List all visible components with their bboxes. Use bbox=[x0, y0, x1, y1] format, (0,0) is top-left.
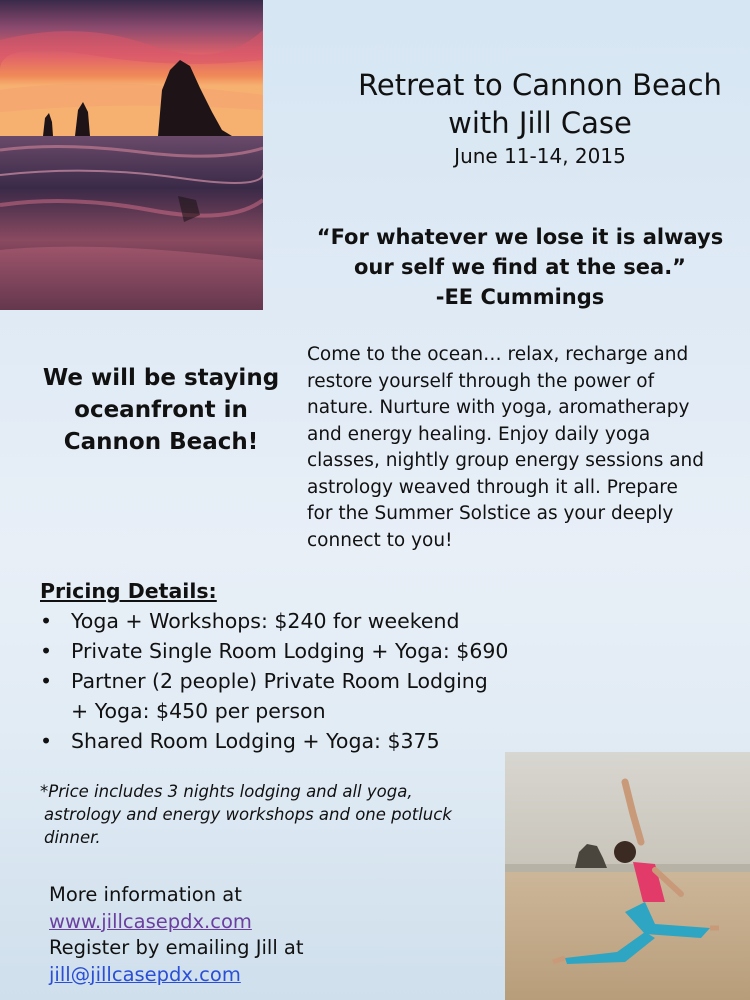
description-line: classes, nightly group energy sessions and bbox=[307, 450, 705, 471]
pricing-details bbox=[40, 576, 560, 756]
bullet-icon: • bbox=[40, 669, 53, 693]
footnote-line-1: *Price includes 3 nights lodging and all yoga, bbox=[40, 782, 413, 801]
pricing-item bbox=[40, 636, 560, 666]
sunset-photo-graphic bbox=[0, 0, 263, 310]
description-line: for the Summer Solstice as your deeply bbox=[307, 503, 674, 524]
pricing-heading: Pricing Details: bbox=[40, 579, 217, 603]
description-line: restore yourself through the power of bbox=[307, 370, 655, 392]
pricing-item-text: Yoga + Workshops: $240 for weekend bbox=[71, 609, 460, 633]
oceanfront-line-1: We will be staying bbox=[42, 365, 280, 391]
pricing-item-text: Shared Room Lodging + Yoga: $375 bbox=[71, 729, 440, 753]
retreat-title-line-2: with Jill Case bbox=[448, 106, 632, 140]
email-link[interactable]: jill@jillcasepdx.com bbox=[49, 962, 241, 986]
description-line: nature. Nurture with yoga, aromatherapy bbox=[307, 397, 690, 418]
cummings-quote bbox=[305, 222, 735, 312]
pricing-item bbox=[40, 726, 560, 756]
footnote-line-2: astrology and energy workshops and one potluck bbox=[44, 805, 452, 824]
yoga-photo-graphic bbox=[505, 752, 750, 1000]
quote-line-1: “For whatever we lose it is always bbox=[316, 225, 724, 249]
footnote-line-3: dinner. bbox=[44, 828, 101, 847]
oceanfront-line-2: oceanfront in bbox=[74, 397, 248, 423]
description-line: astrology weaved through it all. Prepare bbox=[307, 476, 678, 498]
yoga-pose-photo bbox=[505, 752, 750, 1000]
oceanfront-heading bbox=[30, 362, 292, 458]
bullet-icon: • bbox=[40, 729, 53, 753]
description-line: connect to you! bbox=[307, 529, 453, 551]
bullet-icon: • bbox=[40, 609, 53, 633]
bullet-icon: • bbox=[40, 639, 53, 663]
website-link[interactable]: www.jillcasepdx.com bbox=[49, 909, 252, 933]
pricing-item-text: Partner (2 people) Private Room Lodging bbox=[71, 669, 488, 693]
quote-line-2: our self we find at the sea.” bbox=[353, 255, 686, 279]
pricing-item bbox=[40, 666, 560, 726]
oceanfront-line-3: Cannon Beach! bbox=[63, 429, 259, 455]
price-footnote bbox=[40, 780, 500, 849]
pricing-list bbox=[40, 606, 560, 756]
pricing-item-text-cont: + Yoga: $450 per person bbox=[71, 699, 326, 723]
register-label: Register by emailing Jill at bbox=[49, 936, 304, 959]
more-info-label: More information at bbox=[49, 883, 242, 906]
pricing-item-text: Private Single Room Lodging + Yoga: $690 bbox=[71, 639, 509, 663]
sunset-haystack-rock-photo bbox=[0, 0, 263, 310]
contact-info bbox=[49, 882, 469, 988]
retreat-title-line-1: Retreat to Cannon Beach bbox=[358, 68, 722, 102]
quote-author: -EE Cummings bbox=[435, 285, 605, 309]
retreat-description bbox=[307, 342, 742, 554]
retreat-dates: June 11-14, 2015 bbox=[454, 144, 626, 168]
retreat-title-block bbox=[330, 66, 750, 170]
description-line: and energy healing. Enjoy daily yoga bbox=[307, 423, 651, 445]
description-line: Come to the ocean… relax, recharge and bbox=[307, 344, 689, 365]
pricing-item bbox=[40, 606, 560, 636]
